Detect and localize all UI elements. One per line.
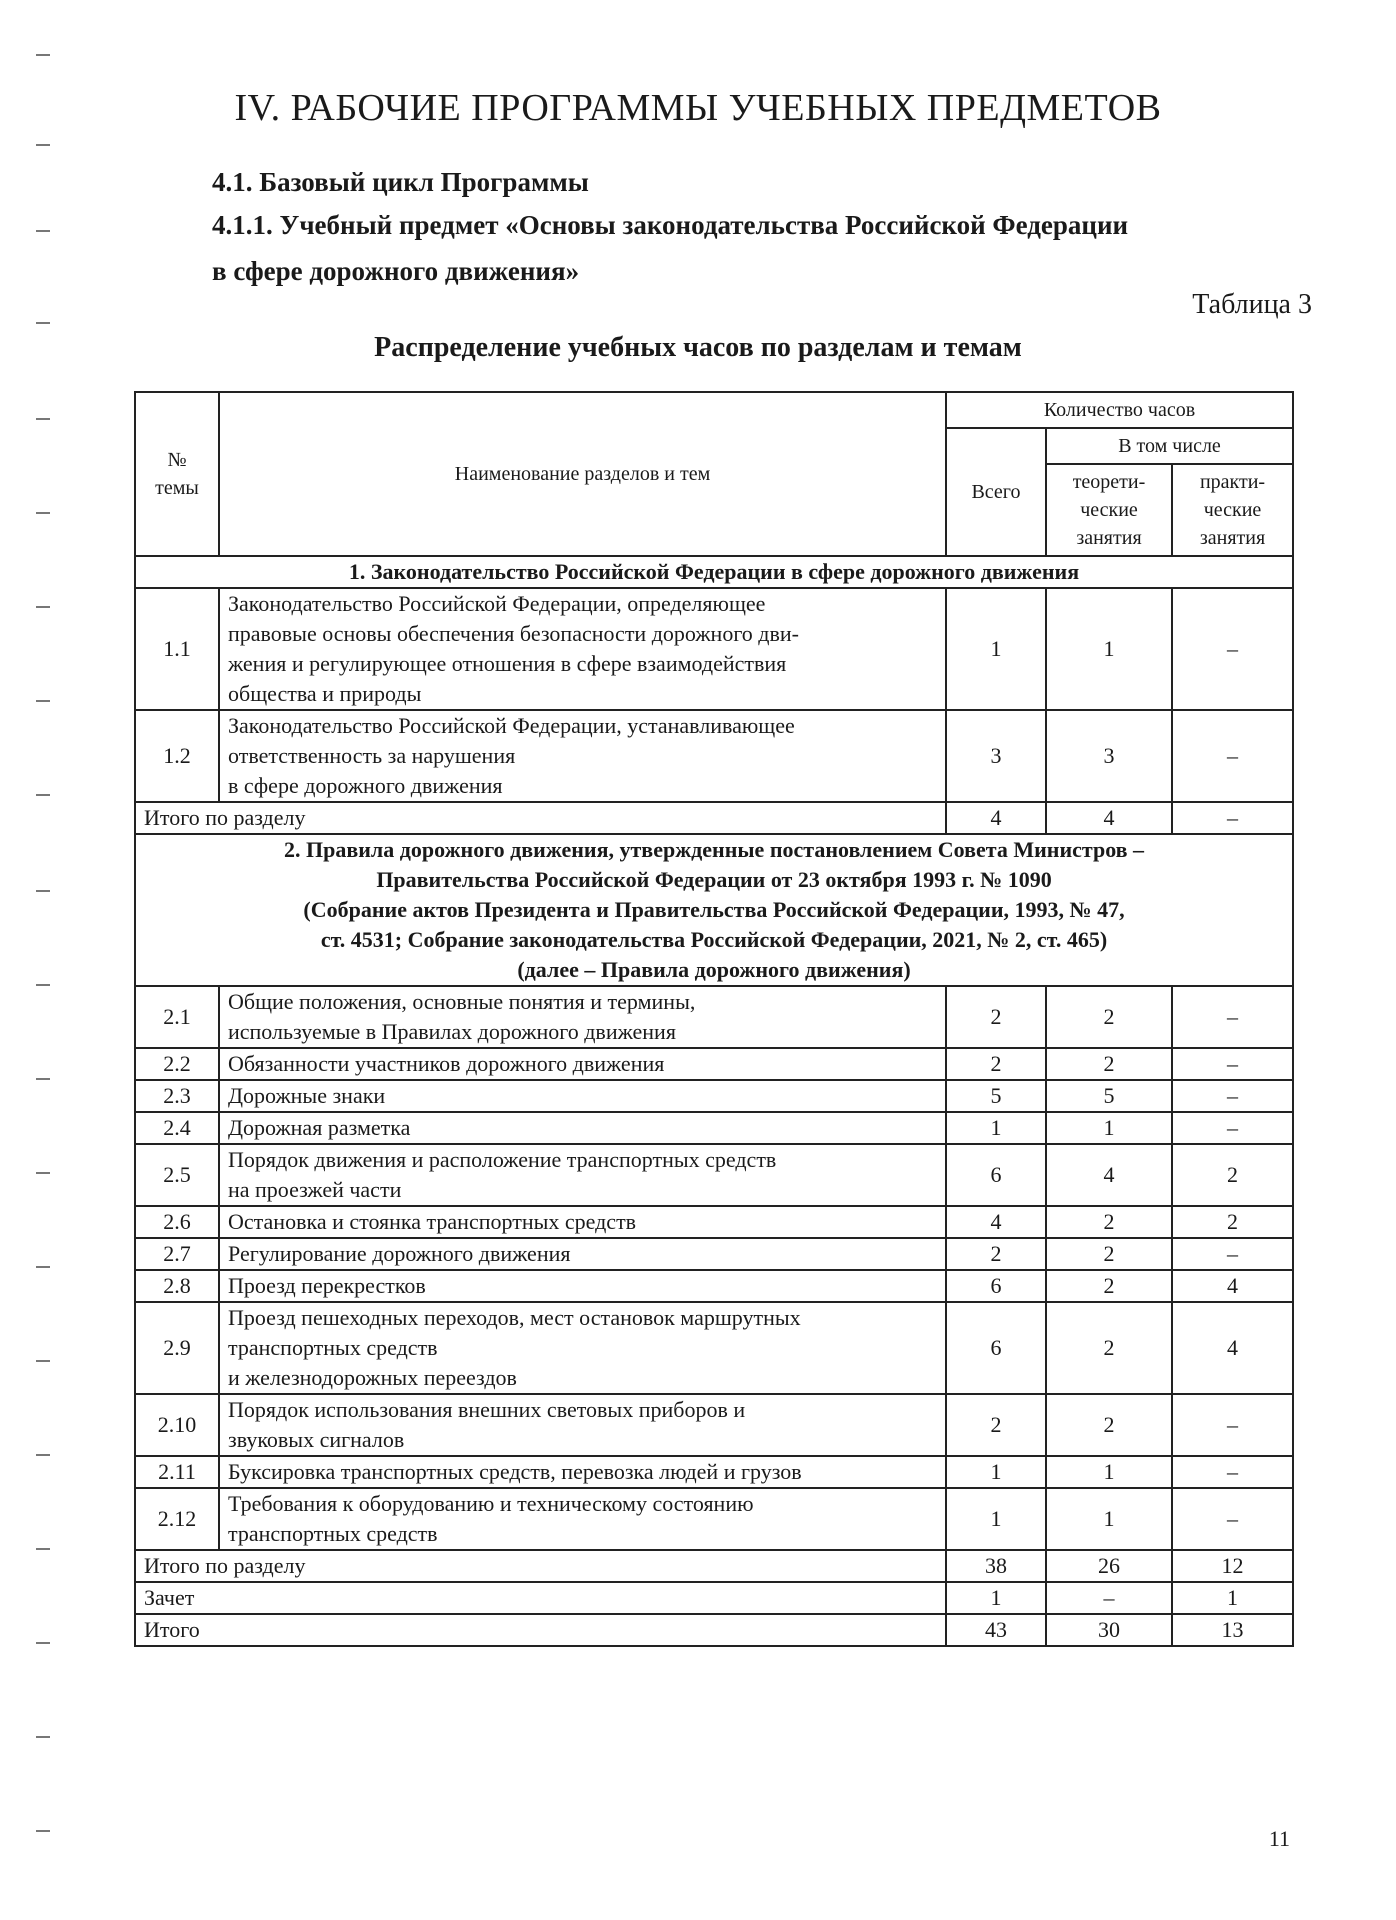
- topic-name: Проезд пешеходных переходов, мест остановок маршрутных транспортных средств и железнодорожных переездов: [219, 1302, 946, 1394]
- topic-total-hours: 1: [946, 588, 1046, 710]
- topic-name: Дорожная разметка: [219, 1112, 946, 1144]
- table-row: [135, 1112, 1293, 1144]
- credit-row-theory: –: [1046, 1582, 1172, 1614]
- topic-practice-hours: –: [1172, 710, 1293, 802]
- table-row: [135, 1302, 1293, 1394]
- topic-theory-hours: 2: [1046, 1270, 1172, 1302]
- topic-number: 2.3: [135, 1080, 219, 1112]
- topic-number: 2.10: [135, 1394, 219, 1456]
- topic-practice-hours: –: [1172, 1394, 1293, 1456]
- grand-total-row-practice: 13: [1172, 1614, 1293, 1646]
- topic-total-hours: 1: [946, 1112, 1046, 1144]
- table-number: Таблица 3: [1192, 289, 1312, 320]
- topic-practice-hours: 2: [1172, 1206, 1293, 1238]
- section-subtotal-row-practice: 12: [1172, 1550, 1293, 1582]
- section-title: 2. Правила дорожного движения, утвержденные постановлением Совета Министров – Правительства Российской Федерации от 23 октября 1993 г. № 1090 (Собрание актов Президента и Правительства Российской Федерации, 1993, № 47, ст. 4531; Собрание законодательства Российской Федерации, 2021, № 2, ст. 465) (далее – Правила дорожного движения): [135, 834, 1293, 986]
- credit-row-total: 1: [946, 1582, 1046, 1614]
- topic-total-hours: 5: [946, 1080, 1046, 1112]
- topic-theory-hours: 2: [1046, 1206, 1172, 1238]
- page-number: 11: [1268, 1826, 1290, 1851]
- topic-practice-hours: –: [1172, 1080, 1293, 1112]
- topic-total-hours: 6: [946, 1302, 1046, 1394]
- topic-practice-hours: –: [1172, 588, 1293, 710]
- header-total: Всего: [946, 428, 1046, 556]
- topic-name: Остановка и стоянка транспортных средств: [219, 1206, 946, 1238]
- grand-total-row: [135, 1614, 1293, 1646]
- header-practice: практи- ческие занятия: [1172, 464, 1293, 556]
- topic-name: Порядок использования внешних световых приборов и звуковых сигналов: [219, 1394, 946, 1456]
- header-topic-number: № темы: [135, 392, 219, 556]
- topic-practice-hours: –: [1172, 1488, 1293, 1550]
- header-section-name: Наименование разделов и тем: [219, 392, 946, 556]
- cycle-heading: 4.1. Базовый цикл Программы: [212, 167, 589, 197]
- topic-theory-hours: 2: [1046, 986, 1172, 1048]
- table-row: [135, 1206, 1293, 1238]
- topic-practice-hours: –: [1172, 1456, 1293, 1488]
- credit-row: [135, 1582, 1293, 1614]
- topic-practice-hours: 4: [1172, 1302, 1293, 1394]
- hours-table: [134, 391, 1294, 1647]
- page-title: IV. РАБОЧИЕ ПРОГРАММЫ УЧЕБНЫХ ПРЕДМЕТОВ: [234, 87, 1162, 129]
- topic-total-hours: 6: [946, 1270, 1046, 1302]
- table-row: [135, 1488, 1293, 1550]
- topic-name: Регулирование дорожного движения: [219, 1238, 946, 1270]
- table-row: [135, 1238, 1293, 1270]
- table-row: [135, 1456, 1293, 1488]
- topic-total-hours: 3: [946, 710, 1046, 802]
- section-title: 1. Законодательство Российской Федерации в сфере дорожного движения: [135, 556, 1293, 588]
- table-row: [135, 1080, 1293, 1112]
- table-row: [135, 1394, 1293, 1456]
- topic-number: 2.6: [135, 1206, 219, 1238]
- topic-practice-hours: –: [1172, 1238, 1293, 1270]
- topic-theory-hours: 4: [1046, 1144, 1172, 1206]
- topic-theory-hours: 2: [1046, 1238, 1172, 1270]
- credit-row-practice: 1: [1172, 1582, 1293, 1614]
- topic-theory-hours: 1: [1046, 1112, 1172, 1144]
- section-subtotal-row-practice: –: [1172, 802, 1293, 834]
- topic-total-hours: 2: [946, 1238, 1046, 1270]
- topic-number: 2.7: [135, 1238, 219, 1270]
- topic-name: Законодательство Российской Федерации, устанавливающее ответственность за нарушения в сфере дорожного движения: [219, 710, 946, 802]
- topic-name: Обязанности участников дорожного движения: [219, 1048, 946, 1080]
- topic-practice-hours: –: [1172, 986, 1293, 1048]
- topic-practice-hours: 4: [1172, 1270, 1293, 1302]
- topic-total-hours: 2: [946, 1048, 1046, 1080]
- binding-margin-marks: [36, 40, 76, 1840]
- topic-number: 2.12: [135, 1488, 219, 1550]
- grand-total-row-theory: 30: [1046, 1614, 1172, 1646]
- topic-total-hours: 2: [946, 986, 1046, 1048]
- topic-number: 1.1: [135, 588, 219, 710]
- grand-total-row-label: Итого: [135, 1614, 946, 1646]
- table-row: [135, 1270, 1293, 1302]
- credit-row-label: Зачет: [135, 1582, 946, 1614]
- topic-number: 2.5: [135, 1144, 219, 1206]
- topic-theory-hours: 1: [1046, 1456, 1172, 1488]
- subject-heading-line1: 4.1.1. Учебный предмет «Основы законодательства Российской Федерации: [212, 210, 1129, 240]
- topic-name: Законодательство Российской Федерации, определяющее правовые основы обеспечения безопасности дорожного дви- жения и регулирующее отношения в сфере взаимодействия общества и природы: [219, 588, 946, 710]
- topic-theory-hours: 3: [1046, 710, 1172, 802]
- topic-number: 1.2: [135, 710, 219, 802]
- topic-practice-hours: 2: [1172, 1144, 1293, 1206]
- subject-heading-line2: в сфере дорожного движения»: [212, 256, 580, 286]
- section-subtotal-row-total: 4: [946, 802, 1046, 834]
- topic-total-hours: 1: [946, 1488, 1046, 1550]
- section-subtotal-row-label: Итого по разделу: [135, 802, 946, 834]
- topic-total-hours: 1: [946, 1456, 1046, 1488]
- topic-practice-hours: –: [1172, 1112, 1293, 1144]
- table-row: [135, 1144, 1293, 1206]
- grand-total-row-total: 43: [946, 1614, 1046, 1646]
- section-subtotal-row-label: Итого по разделу: [135, 1550, 946, 1582]
- topic-number: 2.8: [135, 1270, 219, 1302]
- topic-theory-hours: 2: [1046, 1048, 1172, 1080]
- topic-total-hours: 4: [946, 1206, 1046, 1238]
- table-row: [135, 1048, 1293, 1080]
- topic-theory-hours: 5: [1046, 1080, 1172, 1112]
- topic-theory-hours: 2: [1046, 1302, 1172, 1394]
- section-header-row: [135, 556, 1293, 588]
- topic-number: 2.11: [135, 1456, 219, 1488]
- section-subtotal-row-theory: 26: [1046, 1550, 1172, 1582]
- section-subtotal-row: [135, 1550, 1293, 1582]
- topic-name: Буксировка транспортных средств, перевозка людей и грузов: [219, 1456, 946, 1488]
- header-hours-count: Количество часов: [946, 392, 1293, 428]
- topic-number: 2.9: [135, 1302, 219, 1394]
- topic-total-hours: 6: [946, 1144, 1046, 1206]
- topic-name: Проезд перекрестков: [219, 1270, 946, 1302]
- topic-name: Дорожные знаки: [219, 1080, 946, 1112]
- topic-theory-hours: 1: [1046, 1488, 1172, 1550]
- section-header-row: [135, 834, 1293, 986]
- topic-total-hours: 2: [946, 1394, 1046, 1456]
- section-subtotal-row-total: 38: [946, 1550, 1046, 1582]
- topic-name: Требования к оборудованию и техническому состоянию транспортных средств: [219, 1488, 946, 1550]
- topic-theory-hours: 1: [1046, 588, 1172, 710]
- topic-name: Общие положения, основные понятия и термины, используемые в Правилах дорожного движения: [219, 986, 946, 1048]
- topic-number: 2.1: [135, 986, 219, 1048]
- section-subtotal-row-theory: 4: [1046, 802, 1172, 834]
- topic-name: Порядок движения и расположение транспортных средств на проезжей части: [219, 1144, 946, 1206]
- header-theory: теорети- ческие занятия: [1046, 464, 1172, 556]
- table-title: Распределение учебных часов по разделам и темам: [374, 332, 1022, 363]
- table-row: [135, 986, 1293, 1048]
- section-subtotal-row: [135, 802, 1293, 834]
- topic-practice-hours: –: [1172, 1048, 1293, 1080]
- topic-theory-hours: 2: [1046, 1394, 1172, 1456]
- topic-number: 2.2: [135, 1048, 219, 1080]
- table-row: [135, 710, 1293, 802]
- table-row: [135, 588, 1293, 710]
- header-including: В том числе: [1046, 428, 1293, 464]
- topic-number: 2.4: [135, 1112, 219, 1144]
